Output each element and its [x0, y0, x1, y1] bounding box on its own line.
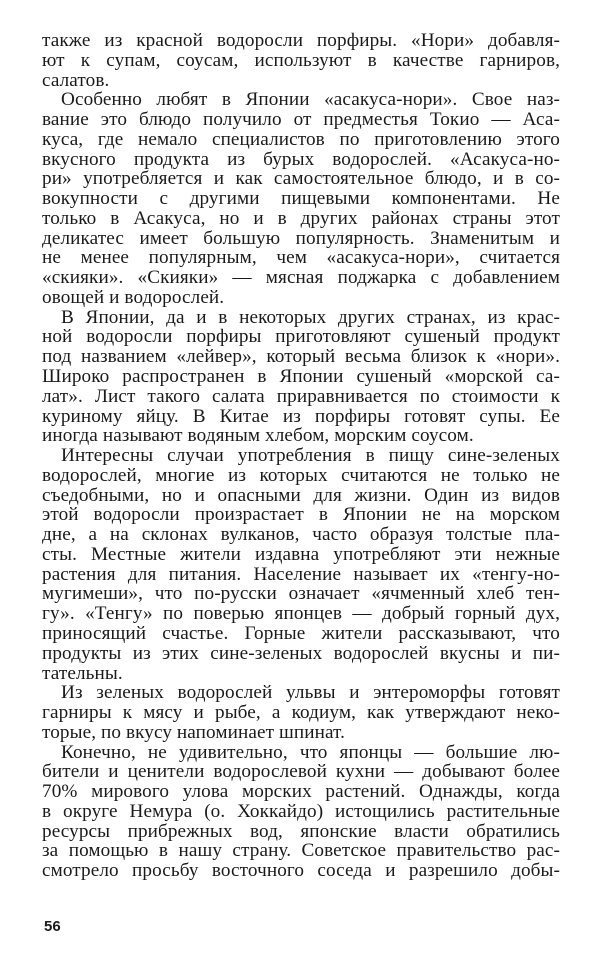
text-line: гарниры к мясу и рыбе, а кодиум, как утверждают неко-: [42, 702, 560, 724]
text-line: смотрело просьбу восточного соседа и разрешило добы-: [42, 860, 560, 882]
text-line: растения для питания. Население называет их «тенгу-но-: [42, 563, 560, 585]
text-line: лат». Лист такого салата приравнивается по стоимости к: [42, 385, 560, 407]
text-line: сты. Местные жители издавна употребляют эти нежные: [42, 543, 560, 565]
text-line: также из красной водоросли порфиры. «Нори» добавля-: [42, 30, 560, 51]
text-line: за помощью в нашу страну. Советское правительство рас-: [42, 840, 560, 862]
text-line: ри» употребляется и как самостоятельное блюдо, и в со-: [42, 168, 560, 190]
text-line: ресурсы прибрежных вод, японские власти обратились: [42, 820, 560, 842]
book-page-text: [42, 31, 560, 881]
text-line: куса, где немало специалистов по приготовлению этого: [42, 128, 560, 150]
text-line: иногда называют водяным хлебом, морским соусом.: [42, 425, 474, 447]
paragraph: [42, 308, 560, 446]
paragraph: [42, 683, 560, 742]
text-line: бители и ценители водорослевой кухни — добывают более: [42, 761, 560, 783]
text-line: продукты из этих сине-зеленых водорослей вкусны и пи-: [42, 642, 560, 664]
text-line: куриному яйцу. В Китае из порфиры готовят супы. Ее: [42, 405, 560, 427]
text-line: Особенно любят в Японии «асакуса-нори». Свое наз-: [61, 89, 560, 111]
text-line: этой водоросли произрастает в Японии не на морском: [42, 504, 560, 526]
text-line: салатов.: [42, 69, 110, 91]
paragraph: [42, 446, 560, 683]
text-line: овощей и водорослей.: [42, 286, 225, 308]
page-number: 56: [44, 918, 61, 935]
text-line: Интересны случаи употребления в пищу сине-зеленых: [61, 445, 560, 467]
text-line: не менее популярным, чем «асакуса-нори», считается: [42, 247, 560, 269]
text-line: Конечно, не удивительно, что японцы — большие лю-: [61, 741, 560, 763]
text-line: под названием «лейвер», который весьма близок к «нори».: [42, 346, 560, 368]
text-line: деликатес имеет большую популярность. Знаменитым и: [42, 227, 560, 249]
text-line: Из зеленых водорослей ульвы и энтероморфы готовят: [61, 682, 560, 704]
text-line: вокупности с другими пищевыми компонентами. Не: [42, 188, 560, 210]
text-line: в округе Немура (о. Хоккайдо) истощились растительные: [42, 800, 560, 822]
text-line: только в Асакуса, но и в других районах страны этот: [42, 207, 560, 229]
text-line: водорослей, многие из которых считаются не только не: [42, 464, 560, 486]
text-line: гу». «Тенгу» по поверью японцев — добрый горный дух,: [42, 603, 560, 625]
text-line: тательны.: [42, 662, 123, 684]
paragraph: [42, 31, 560, 90]
text-line: 70% мирового улова морских растений. Однажды, когда: [42, 781, 560, 803]
text-line: ной водоросли порфиры приготовляют сушеный продукт: [42, 326, 560, 348]
text-line: вание это блюдо получило от предместья Токио — Аса-: [42, 109, 560, 131]
text-line: вкусного продукта из бурых водорослей. «Асакуса-но-: [42, 148, 560, 170]
text-line: ют к супам, соусам, используют в качестве гарниров,: [42, 49, 560, 71]
text-line: мугимеши», что по-русски означает «ячменный хлеб тен-: [42, 583, 560, 605]
paragraph: [42, 743, 560, 881]
text-line: «скияки». «Скияки» — мясная поджарка с добавлением: [42, 267, 560, 289]
text-line: В Японии, да и в некоторых других странах, из крас-: [61, 306, 560, 328]
text-line: приносящий счастье. Горные жители рассказывают, что: [42, 622, 560, 644]
text-line: съедобными, но и опасными для жизни. Один из видов: [42, 484, 560, 506]
text-line: Широко распространен в Японии сушеный «морской са-: [42, 366, 560, 388]
paragraph: [42, 90, 560, 307]
text-line: торые, по вкусу напоминает шпинат.: [42, 721, 345, 743]
text-line: дне, а на склонах вулканов, часто образуя толстые пла-: [42, 524, 560, 546]
